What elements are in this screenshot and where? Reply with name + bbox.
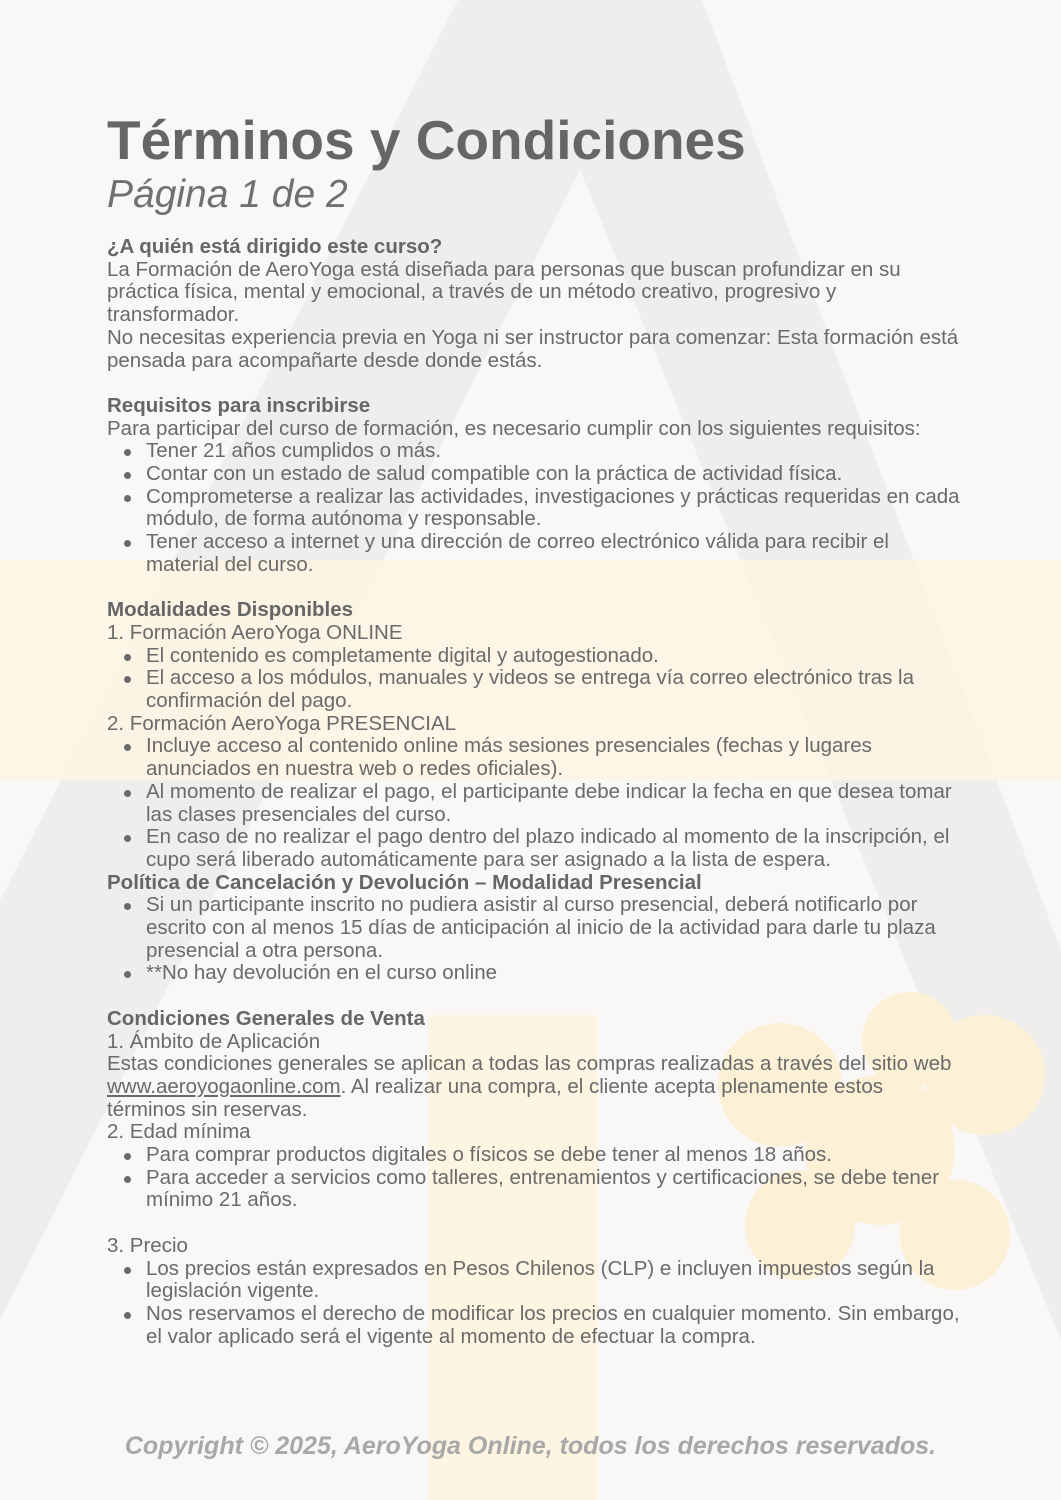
list-item: Para comprar productos digitales o físicos se debe tener al menos 18 años.	[146, 1144, 967, 1167]
list-item: Los precios están expresados en Pesos Chilenos (CLP) e incluyen impuestos según la legislación vigente.	[146, 1258, 967, 1303]
cancellation-list	[107, 894, 967, 985]
section-heading: Modalidades Disponibles	[107, 598, 354, 622]
paragraph-text: . Al realizar una compra, el cliente acepta plenamente estos términos sin reservas.	[107, 1074, 884, 1121]
list-item: Tener 21 años cumplidos o más.	[146, 440, 967, 463]
online-list	[107, 645, 967, 713]
list-item: Comprometerse a realizar las actividades, investigaciones y prácticas requeridas en cada módulo, de forma autónoma y responsable.	[146, 486, 967, 531]
price-list	[107, 1258, 967, 1349]
section-heading: ¿A quién está dirigido este curso?	[107, 235, 443, 258]
website-link[interactable]: www.aeroyogaonline.com	[107, 1074, 341, 1098]
list-item: Tener acceso a internet y una dirección de correo electrónico válida para recibir el material del curso.	[146, 531, 967, 576]
section-modalities	[107, 599, 967, 871]
list-item: **No hay devolución en el curso online	[146, 962, 967, 985]
list-item: El acceso a los módulos, manuales y videos se entrega vía correo electrónico tras la confirmación del pago.	[146, 667, 967, 712]
paragraph-text: Estas condiciones generales se aplican a todas las compras realizadas a través del sitio web	[107, 1052, 952, 1076]
list-item: El contenido es completamente digital y autogestionado.	[146, 645, 967, 668]
subsection-title: 1. Ámbito de Aplicación	[107, 1029, 321, 1053]
section-heading: Política de Cancelación y Devolución – Modalidad Presencial	[107, 870, 702, 894]
paragraph	[107, 1053, 967, 1121]
list-item: Contar con un estado de salud compatible con la práctica de actividad física.	[146, 463, 967, 486]
subsection-title: 2. Edad mínima	[107, 1120, 251, 1144]
list-item: Nos reservamos el derecho de modificar los precios en cualquier momento. Sin embargo, el valor aplicado será el vigente al momento de efectuar la compra.	[146, 1303, 967, 1348]
section-requirements	[107, 395, 967, 577]
paragraph: No necesitas experiencia previa en Yoga ni ser instructor para comenzar: Esta formación está pensada para acompañarte desde donde estás.	[107, 325, 959, 372]
list-item: Si un participante inscrito no pudiera asistir al curso presencial, deberá notificarlo por escrito con al menos 15 días de anticipación al inicio de la actividad para darle tu plaza presencial a otra persona.	[146, 894, 967, 962]
list-item: En caso de no realizar el pago dentro del plazo indicado al momento de la inscripción, el cupo será liberado automáticamente para ser asignado a la lista de espera.	[146, 826, 967, 871]
subsection-title: 1. Formación AeroYoga ONLINE	[107, 620, 403, 644]
copyright-footer: Copyright © 2025, AeroYoga Online, todos los derechos reservados.	[124, 1432, 937, 1460]
paragraph: Para participar del curso de formación, es necesario cumplir con los siguientes requisitos:	[107, 416, 921, 440]
section-heading: Requisitos para inscribirse	[107, 393, 371, 417]
section-target-audience	[107, 236, 967, 372]
list-item: Incluye acceso al contenido online más sesiones presenciales (fechas y lugares anunciados en nuestra web o redes oficiales).	[146, 735, 967, 780]
section-general-conditions	[107, 1008, 967, 1349]
section-cancellation-policy	[107, 872, 967, 986]
list-item: Al momento de realizar el pago, el participante debe indicar la fecha en que desea tomar las clases presenciales del curso.	[146, 781, 967, 826]
age-list	[107, 1144, 967, 1212]
list-item: Para acceder a servicios como talleres, entrenamientos y certificaciones, se debe tener mínimo 21 años.	[146, 1167, 967, 1212]
paragraph: La Formación de AeroYoga está diseñada para personas que buscan profundizar en su práctica física, mental y emocional, a través de un método creativo, progresivo y transformador.	[107, 257, 901, 327]
requirements-list	[107, 440, 967, 576]
subsection-title: 2. Formación AeroYoga PRESENCIAL	[107, 711, 457, 735]
document-page	[107, 108, 967, 1348]
presencial-list	[107, 735, 967, 871]
page-subtitle: Página 1 de 2	[107, 173, 348, 216]
document-body	[107, 236, 967, 1348]
section-heading: Condiciones Generales de Venta	[107, 1006, 425, 1030]
page-title: Términos y Condiciones	[107, 109, 746, 171]
subsection-title: 3. Precio	[107, 1233, 188, 1257]
